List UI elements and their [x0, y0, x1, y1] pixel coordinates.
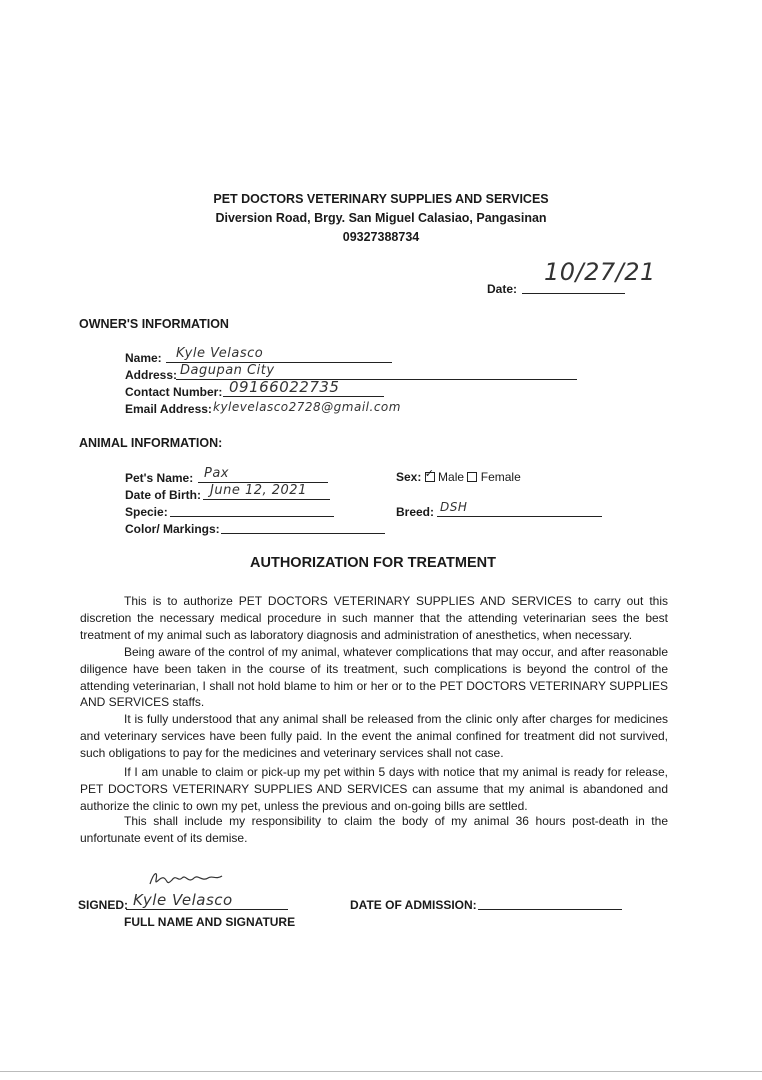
breed-value: DSH [440, 500, 468, 514]
color-markings-label: Color/ Markings: [125, 522, 220, 536]
breed-label: Breed: [396, 505, 435, 519]
authorization-paragraph-3: It is fully understood that any animal shall be released from the clinic only after charges for medicines and veterinary services have been fully paid. In the event the animal confined for treatment did not survived, such obligations to pay for the medicines and veterinary services shall not case. [80, 712, 668, 760]
male-checkbox[interactable] [425, 472, 435, 482]
signed-label: SIGNED: [78, 898, 129, 912]
dob-value: June 12, 2021 [210, 483, 307, 498]
owner-address-label: Address: [125, 368, 178, 382]
sex-group [396, 470, 521, 484]
signature-caption: FULL NAME AND SIGNATURE [124, 915, 296, 929]
owner-section-title: OWNER'S INFORMATION [79, 317, 229, 331]
date-label: Date: [487, 282, 518, 296]
page-bottom-edge [0, 1071, 762, 1072]
owner-email-label: Email Address: [125, 402, 212, 416]
sex-label: Sex: [396, 470, 422, 484]
pet-name-value: Pax [204, 466, 229, 481]
authorization-paragraph-4: If I am unable to claim or pick-up my pet within 5 days with notice that my animal is ready for release, PET DOCTORS VETERINARY SUPPLIES AND SERVICES can assume that my animal is abandoned and authorize the clinic to own my pet, unless the previous and on-going bills are settled. [80, 765, 668, 813]
female-checkbox[interactable] [467, 472, 477, 482]
owner-name-label: Name: [125, 351, 162, 365]
company-name: PET DOCTORS VETERINARY SUPPLIES AND SERVICES [213, 192, 549, 206]
admission-date-label: DATE OF ADMISSION: [350, 898, 477, 912]
company-phone: 09327388734 [342, 230, 420, 244]
authorization-paragraph-5: This shall include my responsibility to claim the body of my animal 36 hours post-death in the unfortunate event of its demise. [80, 814, 668, 845]
owner-name-value: Kyle Velasco [176, 346, 264, 361]
authorization-title: AUTHORIZATION FOR TREATMENT [250, 555, 496, 571]
date-value: 10/27/21 [544, 258, 656, 286]
color-markings-field[interactable] [221, 519, 385, 534]
owner-address-value: Dagupan City [180, 363, 275, 378]
signed-value: Kyle Velasco [133, 891, 233, 909]
pet-name-label: Pet's Name: [125, 471, 194, 485]
specie-field[interactable] [170, 502, 334, 517]
owner-email-value: kylevelasco2728@gmail.com [213, 400, 401, 414]
signature-scribble [146, 866, 226, 892]
company-address: Diversion Road, Brgy. San Miguel Calasiao, Pangasinan [215, 211, 547, 225]
dob-label: Date of Birth: [125, 488, 201, 502]
admission-date-field[interactable] [478, 895, 622, 910]
owner-contact-value: 09166022735 [229, 378, 340, 396]
male-label: Male [438, 470, 465, 484]
authorization-paragraph-2: Being aware of the control of my animal, whatever complications that may occur, and after reasonable diligence have been taken in the course of its treatment, such complications is beyond the control of the attending veterinarian, I shall not hold blame to him or her or to the PET DOCTORS VETERINARY SUPPLIES AND SERVICES staffs. [80, 645, 668, 710]
owner-contact-label: Contact Number: [125, 385, 223, 399]
specie-label: Specie: [125, 505, 168, 519]
authorization-paragraph-1: This is to authorize PET DOCTORS VETERINARY SUPPLIES AND SERVICES to carry out this discretion the necessary medical procedure in such manner that the attending veterinarian sees the best treatment of my animal such as laboratory diagnosis and administration of anesthetics, when necessary. [80, 594, 668, 642]
female-label: Female [480, 470, 521, 484]
animal-section-title: ANIMAL INFORMATION: [79, 436, 223, 450]
